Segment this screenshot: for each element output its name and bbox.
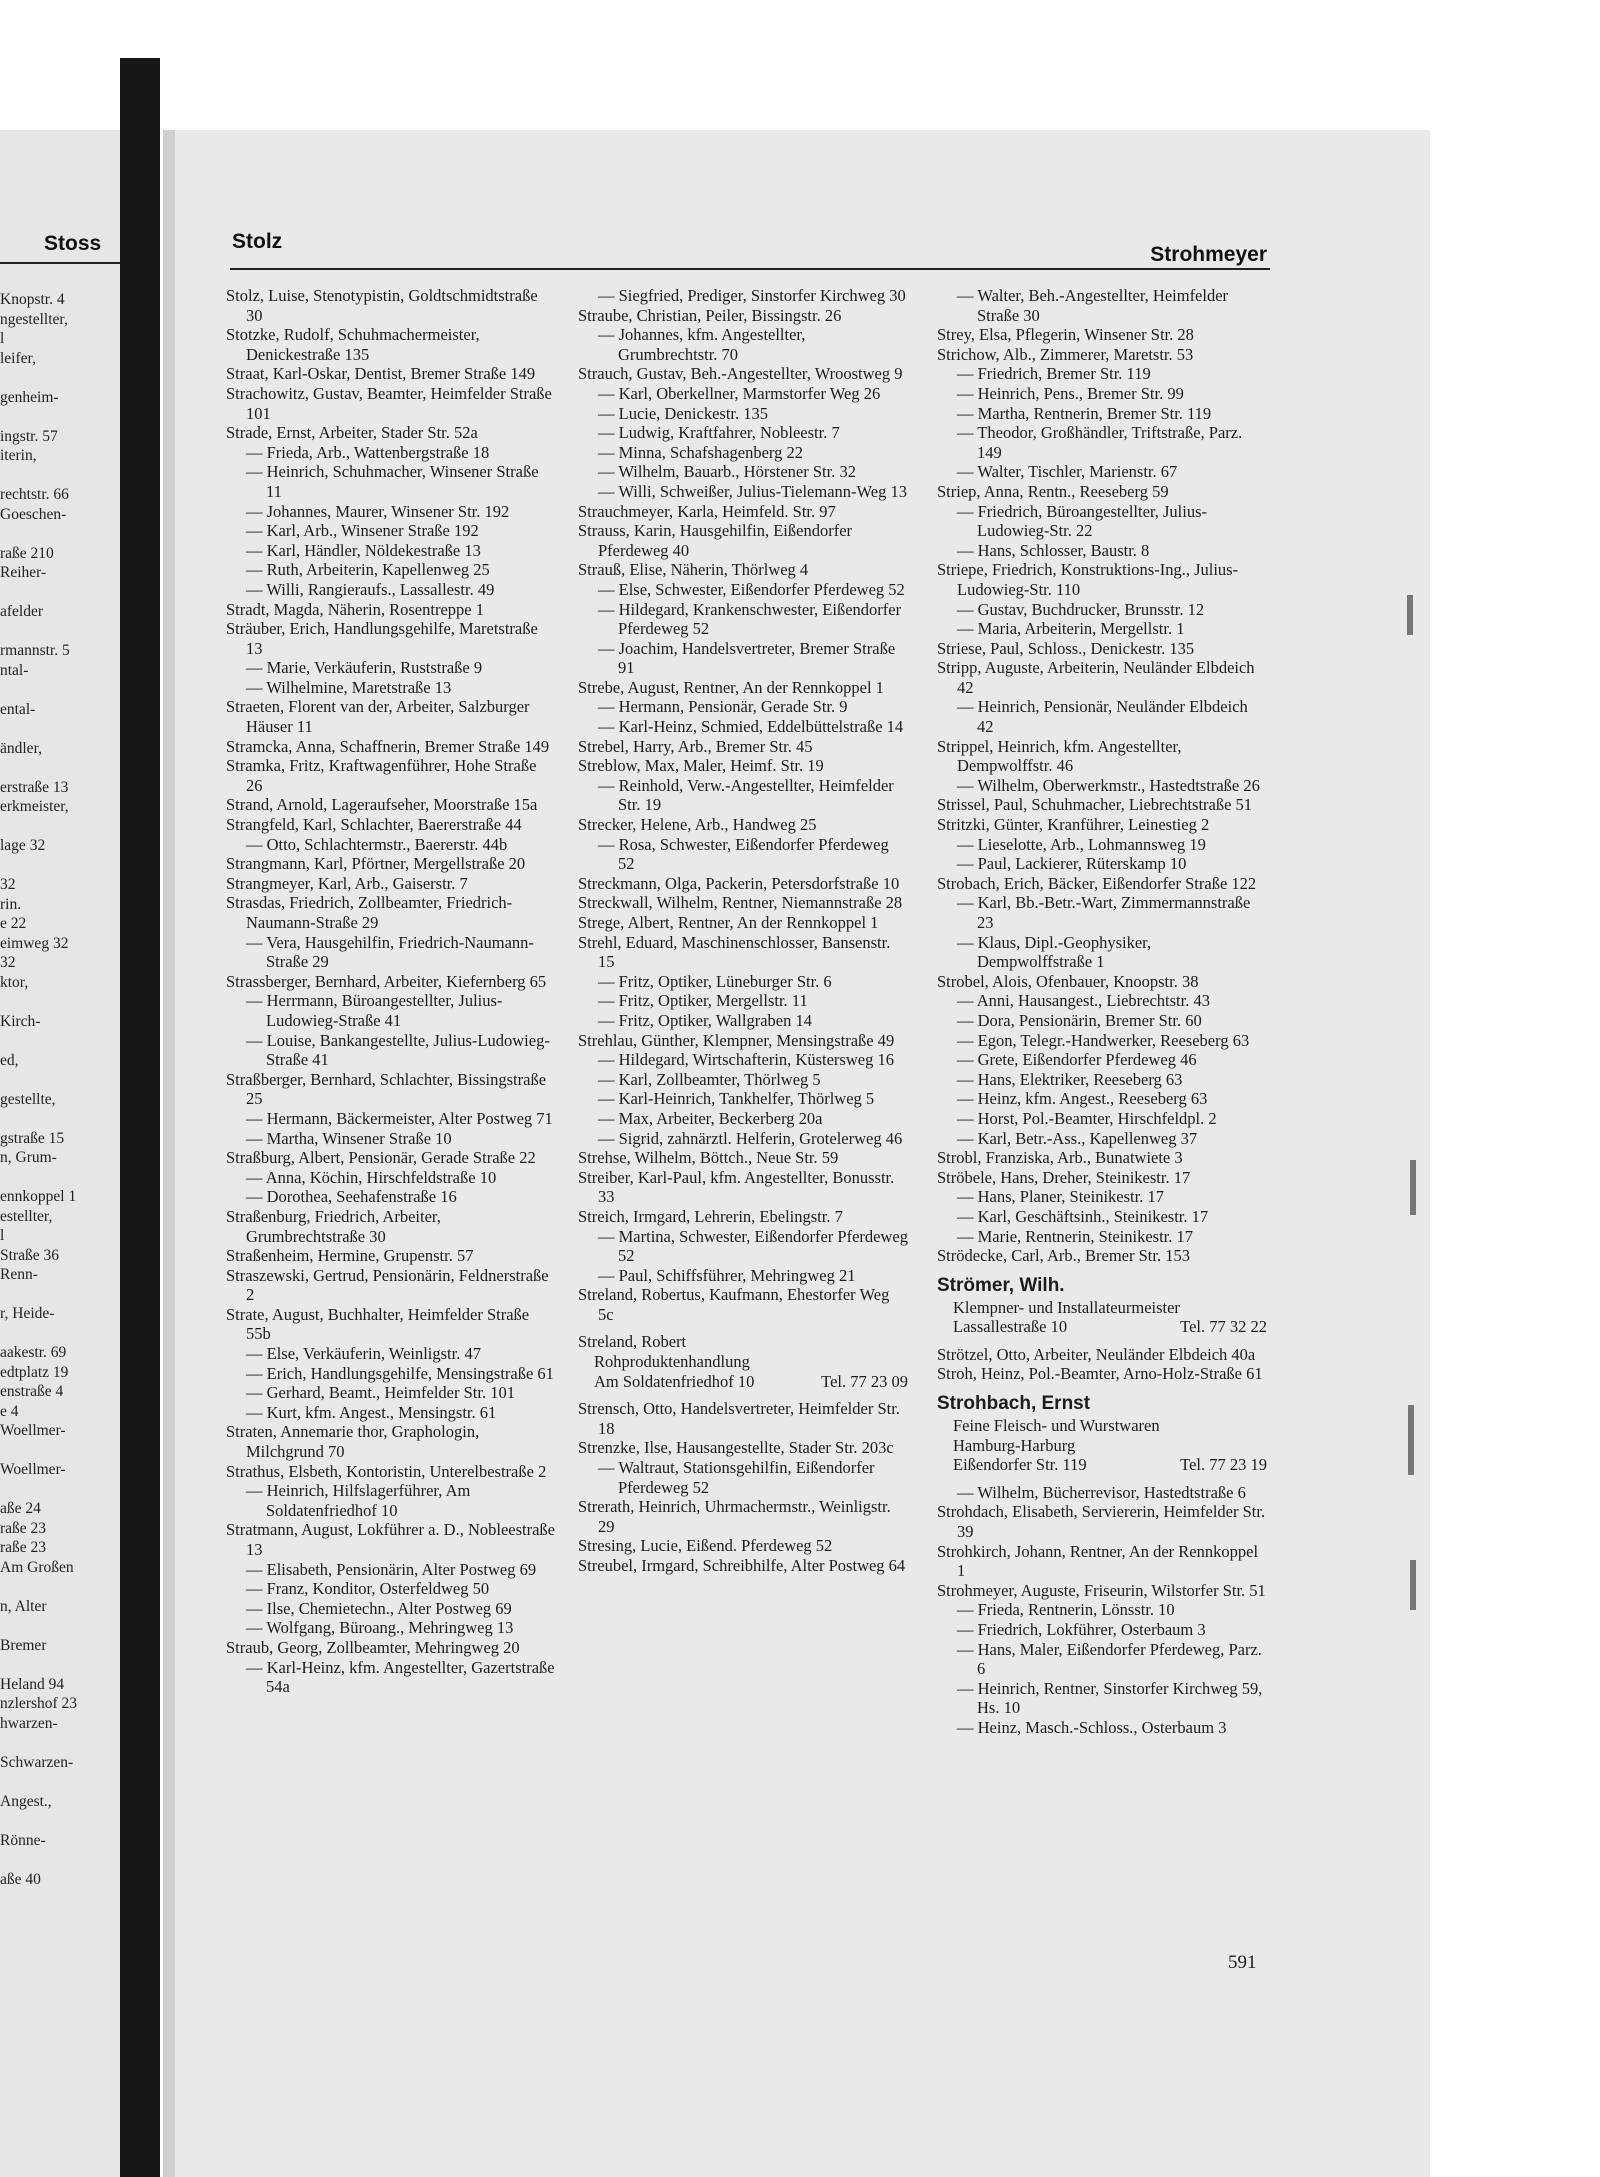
- directory-subentry: — Heinz, Masch.-Schloss., Osterbaum 3: [957, 1717, 1227, 1737]
- directory-entry: Strauss, Karin, Hausgehilfin, Eißendorfer Pferdeweg 40: [578, 521, 853, 560]
- directory-entry: Strassberger, Bernhard, Arbeiter, Kiefernberg 65: [226, 971, 547, 991]
- directory-subentry: — Erich, Handlungsgehilfe, Mensingstraße 61: [246, 1363, 554, 1383]
- directory-subentry: — Martina, Schwester, Eißendorfer Pferdeweg 52: [598, 1226, 908, 1266]
- directory-entry: Straub, Georg, Zollbeamter, Mehringweg 20: [226, 1637, 520, 1657]
- directory-subentry: — Maria, Arbeiterin, Mergellstr. 1: [957, 619, 1185, 639]
- header-rule: [230, 268, 1270, 270]
- directory-subentry: — Lieselotte, Arb., Lohmannsweg 19: [957, 834, 1206, 854]
- directory-entry: Stresing, Lucie, Eißend. Pferdeweg 52: [578, 1536, 833, 1556]
- business-telephone: Tel. 77 23 19: [1180, 1455, 1267, 1475]
- previous-page-line: e 22: [0, 915, 27, 932]
- previous-page-line: n, Alter: [0, 1597, 47, 1615]
- directory-subentry: — Reinhold, Verw.-Angestellter, Heimfelder Str. 19: [598, 775, 894, 815]
- previous-page-line: [0, 1811, 128, 1831]
- previous-page-line: ed,: [0, 1051, 19, 1069]
- directory-column-2: [578, 286, 908, 1576]
- directory-subentry: — Walter, Beh.-Angestellter, Heimfelder Straße 30: [957, 286, 1229, 325]
- directory-subentry: — Dora, Pensionärin, Bremer Str. 60: [957, 1010, 1202, 1030]
- previous-page-line: [0, 1772, 128, 1792]
- directory-subentry: — Grete, Eißendorfer Pferdeweg 46: [957, 1050, 1197, 1070]
- directory-subentry: — Friedrich, Lokführer, Osterbaum 3: [957, 1620, 1206, 1639]
- directory-entry: Strasdas, Friedrich, Zollbeamter, Friedrich-Naumann-Straße 29: [226, 893, 513, 932]
- directory-entry: Streiber, Karl-Paul, kfm. Angestellter, Bonusstr. 33: [578, 1167, 895, 1207]
- directory-entry: Strehse, Wilhelm, Böttch., Neue Str. 59: [578, 1148, 839, 1168]
- directory-subentry: — Fritz, Optiker, Wallgraben 14: [598, 1010, 812, 1030]
- directory-entry: Strachowitz, Gustav, Beamter, Heimfelder Straße 101: [226, 383, 552, 423]
- previous-page-line: 32: [0, 954, 16, 971]
- directory-entry: Strathus, Elsbeth, Kontoristin, Unterelbestraße 2: [226, 1461, 547, 1481]
- directory-entry: Streckwall, Wilhelm, Rentner, Niemannstraße 28: [578, 893, 903, 913]
- previous-page-line: [0, 817, 128, 837]
- previous-page-line: [0, 1577, 128, 1597]
- directory-entry: Stripp, Auguste, Arbeiterin, Neuländer Elbdeich 42: [937, 658, 1255, 697]
- directory-subentry: — Dorothea, Seehafenstraße 16: [246, 1187, 457, 1207]
- directory-subentry: — Wilhelm, Bücherrevisor, Hastedtstraße 6: [957, 1482, 1246, 1502]
- previous-page-line: Woellmer-: [0, 1461, 66, 1478]
- directory-subentry: — Klaus, Dipl.-Geophysiker, Dempwolffstraße 1: [957, 932, 1152, 972]
- directory-subentry: — Wilhelm, Oberwerkmstr., Hastedtstraße 26: [957, 775, 1260, 795]
- previous-page-line: [0, 524, 128, 544]
- previous-page-line: [0, 407, 128, 427]
- previous-page-line: enstraße 4: [0, 1383, 64, 1400]
- directory-subentry: — Johannes, Maurer, Winsener Str. 192: [246, 501, 510, 521]
- directory-entry: Stramka, Fritz, Kraftwagenführer, Hohe Straße 26: [226, 756, 537, 795]
- directory-entry: Straeten, Florent van der, Arbeiter, Salzburger Häuser 11: [226, 697, 530, 737]
- business-telephone: Tel. 77 32 22: [1180, 1317, 1267, 1337]
- previous-page-line: eimweg 32: [0, 934, 69, 952]
- previous-page-line: l: [0, 1227, 5, 1244]
- business-telephone: Tel. 77 23 09: [821, 1371, 908, 1391]
- directory-subentry: — Elisabeth, Pensionärin, Alter Postweg 69: [246, 1559, 537, 1579]
- directory-subentry: — Wilhelmine, Maretstraße 13: [246, 677, 452, 697]
- directory-subentry: — Franz, Konditor, Osterfeldweg 50: [246, 1579, 490, 1599]
- business-listing: [937, 1274, 1267, 1337]
- previous-page-line: lage 32: [0, 837, 46, 854]
- directory-subentry: — Herrmann, Büroangestellter, Julius-Ludowieg-Straße 41: [246, 991, 503, 1030]
- business-contact-row: [937, 1455, 1267, 1475]
- business-address: Am Soldatenfriedhof 10: [594, 1371, 755, 1391]
- directory-entry: Straat, Karl-Oskar, Dentist, Bremer Straße 149: [226, 364, 536, 384]
- directory-subentry: — Horst, Pol.-Beamter, Hirschfeldpl. 2: [957, 1108, 1217, 1128]
- directory-subentry: — Heinrich, Pensionär, Neuländer Elbdeich 42: [957, 697, 1248, 737]
- directory-subentry: — Max, Arbeiter, Beckerberg 20a: [598, 1108, 823, 1128]
- business-address: Lassallestraße 10: [953, 1317, 1068, 1337]
- directory-subentry: — Karl, Zollbeamter, Thörlweg 5: [598, 1069, 821, 1089]
- directory-entry: Streckmann, Olga, Packerin, Petersdorfstraße 10: [578, 873, 900, 893]
- directory-entry: Strohkirch, Johann, Rentner, An der Rennkoppel 1: [937, 1541, 1259, 1581]
- directory-entry: Streland, Robertus, Kaufmann, Ehestorfer Weg 5c: [578, 1285, 890, 1324]
- directory-entry: Stotzke, Rudolf, Schuhmachermeister, Denickestraße 135: [226, 325, 480, 364]
- directory-subentry: — Willi, Schweißer, Julius-Tielemann-Weg 13: [598, 481, 907, 501]
- business-description: Hamburg-Harburg: [953, 1435, 1076, 1455]
- directory-subentry: — Hermann, Bäckermeister, Alter Postweg 71: [246, 1108, 553, 1128]
- directory-subentry: — Else, Schwester, Eißendorfer Pferdeweg 52: [598, 579, 905, 599]
- previous-page-line: gstraße 15: [0, 1129, 65, 1147]
- directory-subentry: — Gustav, Buchdrucker, Brunsstr. 12: [957, 599, 1205, 619]
- directory-subentry: — Lucie, Denickestr. 135: [598, 403, 768, 423]
- directory-entry: Streich, Irmgard, Lehrerin, Ebelingstr. 7: [578, 1206, 843, 1226]
- page-header-right: Strohmeyer: [1150, 243, 1267, 266]
- directory-subentry: — Egon, Telegr.-Handwerker, Reeseberg 63: [957, 1030, 1250, 1050]
- directory-entry: Strecker, Helene, Arb., Handweg 25: [578, 815, 817, 835]
- previous-page-line: [0, 583, 128, 603]
- directory-subentry: — Wilhelm, Bauarb., Hörstener Str. 32: [598, 462, 856, 482]
- directory-subentry: — Hans, Elektriker, Reeseberg 63: [957, 1069, 1183, 1089]
- previous-page-line: [0, 1285, 128, 1305]
- directory-subentry: — Fritz, Optiker, Lüneburger Str. 6: [598, 971, 832, 991]
- directory-subentry: — Wolfgang, Büroang., Mehringweg 13: [246, 1618, 514, 1638]
- previous-page-line: [0, 1324, 128, 1344]
- directory-subentry: — Friedrich, Büroangestellter, Julius-Ludowieg-Str. 22: [957, 501, 1207, 541]
- page-number: 591: [1228, 1952, 1257, 1973]
- directory-subentry: — Frieda, Arb., Wattenbergstraße 18: [246, 442, 490, 462]
- directory-subentry: — Hans, Maler, Eißendorfer Pferdeweg, Parz. 6: [957, 1639, 1262, 1679]
- directory-entry: Streubel, Irmgard, Schreibhilfe, Alter Postweg 64: [578, 1556, 906, 1575]
- directory-entry: Strippel, Heinrich, kfm. Angestellter, Dempwolffstr. 46: [937, 736, 1182, 776]
- directory-entry: Straßenburg, Friedrich, Arbeiter, Grumbrechtstraße 30: [226, 1206, 441, 1246]
- business-name: Strömer, Wilh.: [937, 1274, 1065, 1296]
- directory-entry: Strohmeyer, Auguste, Friseurin, Wilstorfer Str. 51: [937, 1580, 1266, 1600]
- directory-entry: Strötzel, Otto, Arbeiter, Neuländer Elbdeich 40a: [937, 1344, 1256, 1364]
- directory-subentry: — Karl-Heinz, Schmied, Eddelbüttelstraße 14: [598, 717, 904, 737]
- directory-subentry: — Paul, Lackierer, Rüterskamp 10: [957, 854, 1187, 874]
- directory-subentry: — Heinrich, Pens., Bremer Str. 99: [957, 383, 1184, 403]
- previous-page-header: Stoss: [44, 232, 102, 255]
- directory-entry: Straube, Christian, Peiler, Bissingstr. 26: [578, 305, 842, 325]
- directory-subentry: — Friedrich, Bremer Str. 119: [957, 364, 1151, 384]
- directory-subentry: — Karl, Geschäftsinh., Steinikestr. 17: [957, 1206, 1209, 1226]
- directory-subentry: — Heinrich, Hilfslagerführer, Am Soldatenfriedhof 10: [246, 1481, 471, 1520]
- previous-page-line: [0, 680, 128, 700]
- business-name: Strohbach, Ernst: [937, 1393, 1091, 1415]
- business-listing: [578, 1332, 908, 1391]
- previous-page-line: Renn-: [0, 1266, 38, 1283]
- directory-subentry: — Ilse, Chemietechn., Alter Postweg 69: [246, 1598, 512, 1618]
- previous-page-line: gestellte,: [0, 1090, 56, 1108]
- previous-page-rule: [0, 262, 128, 264]
- directory-subentry: — Anna, Köchin, Hirschfeldstraße 10: [246, 1167, 497, 1187]
- business-listing: [937, 1392, 1267, 1475]
- directory-entry: Strehl, Eduard, Maschinenschlosser, Bansenstr. 15: [578, 932, 891, 972]
- directory-entry: Strissel, Paul, Schuhmacher, Liebrechtstraße 51: [937, 795, 1253, 815]
- directory-subentry: — Martha, Winsener Straße 10: [246, 1128, 452, 1148]
- previous-page-line: erkmeister,: [0, 798, 69, 815]
- directory-subentry: — Gerhard, Beamt., Heimfelder Str. 101: [246, 1383, 515, 1403]
- scan-margin-mark: [1410, 1560, 1416, 1610]
- directory-subentry: — Marie, Verkäuferin, Ruststraße 9: [246, 658, 483, 678]
- previous-page-line: Angest.,: [0, 1792, 52, 1810]
- directory-entry: Strödecke, Carl, Arb., Bremer Str. 153: [937, 1246, 1190, 1266]
- directory-entry: Striepe, Friedrich, Konstruktions-Ing., Julius-Ludowieg-Str. 110: [937, 560, 1239, 599]
- book-spine: [120, 58, 160, 2177]
- directory-entry: Strobel, Alois, Ofenbauer, Knoopstr. 38: [937, 971, 1199, 991]
- scan-margin-mark: [1410, 1160, 1416, 1215]
- directory-entry: Strate, August, Buchhalter, Heimfelder Straße 55b: [226, 1304, 530, 1344]
- previous-page-line: [0, 1168, 128, 1188]
- directory-subentry: — Hans, Planer, Steinikestr. 17: [957, 1187, 1164, 1207]
- directory-entry: Strenzke, Ilse, Hausangestellte, Stader Str. 203c: [578, 1438, 894, 1458]
- previous-page-line: erstraße 13: [0, 778, 69, 796]
- directory-entry: Straszewski, Gertrud, Pensionärin, Feldnerstraße 2: [226, 1265, 549, 1305]
- previous-page-line: ennkoppel 1: [0, 1188, 77, 1205]
- previous-page-line: e 4: [0, 1402, 19, 1420]
- scan-margin-mark: [1407, 595, 1413, 635]
- previous-page-line: [0, 1616, 128, 1636]
- previous-page-line: Heland 94: [0, 1675, 65, 1693]
- directory-subentry: — Heinz, kfm. Angest., Reeseberg 63: [957, 1089, 1208, 1109]
- business-address: Eißendorfer Str. 119: [953, 1455, 1087, 1475]
- directory-subentry: — Louise, Bankangestellte, Julius-Ludowieg-Straße 41: [246, 1030, 550, 1070]
- directory-entry: Stolz, Luise, Stenotypistin, Goldtschmidtstraße 30: [226, 286, 538, 325]
- directory-entry: Stratmann, August, Lokführer a. D., Nobleestraße 13: [226, 1520, 556, 1559]
- previous-page-line: n, Grum-: [0, 1149, 57, 1166]
- directory-subentry: — Hildegard, Wirtschafterin, Küstersweg 16: [598, 1050, 894, 1070]
- directory-subentry: — Karl, Arb., Winsener Straße 192: [246, 521, 479, 541]
- previous-page-line: l: [0, 330, 5, 347]
- directory-subentry: — Rosa, Schwester, Eißendorfer Pferdeweg 52: [598, 834, 889, 874]
- directory-subentry: — Walter, Tischler, Marienstr. 67: [957, 462, 1178, 482]
- business-name: Streland, Robert: [578, 1332, 687, 1352]
- previous-page-line: raße 23: [0, 1539, 47, 1556]
- business-contact-row: [578, 1372, 908, 1392]
- page-header-left: Stolz: [232, 230, 283, 253]
- directory-entry: Strangmeyer, Karl, Arb., Gaiserstr. 7: [226, 873, 468, 893]
- directory-entry: Strebel, Harry, Arb., Bremer Str. 45: [578, 736, 813, 756]
- directory-entry: Strauchmeyer, Karla, Heimfeld. Str. 97: [578, 501, 836, 521]
- directory-subentry: — Karl, Oberkellner, Marmstorfer Weg 26: [598, 383, 881, 403]
- previous-page-line: [0, 992, 128, 1012]
- directory-entry: Straßberger, Bernhard, Schlachter, Bissingstraße 25: [226, 1069, 547, 1109]
- directory-subentry: — Joachim, Handelsvertreter, Bremer Straße 91: [598, 638, 896, 678]
- directory-subentry: — Ruth, Arbeiterin, Kapellenweg 25: [246, 560, 490, 580]
- previous-page-line: leifer,: [0, 349, 36, 367]
- previous-page-line: nzlershof 23: [0, 1695, 78, 1712]
- directory-entry: Ströbele, Hans, Dreher, Steinikestr. 17: [937, 1167, 1191, 1187]
- directory-subentry: — Karl, Betr.-Ass., Kapellenweg 37: [957, 1128, 1198, 1148]
- directory-entry: Strauch, Gustav, Beh.-Angestellter, Wroostweg 9: [578, 364, 903, 384]
- directory-entry: Strichow, Alb., Zimmerer, Maretstr. 53: [937, 344, 1194, 364]
- previous-page-line: Reiher-: [0, 564, 47, 581]
- directory-subentry: — Else, Verkäuferin, Weinligstr. 47: [246, 1344, 481, 1364]
- previous-page-line: Knopstr. 4: [0, 291, 65, 308]
- directory-subentry: — Hildegard, Krankenschwester, Eißendorfer Pferdeweg 52: [598, 599, 902, 639]
- directory-entry: Stroh, Heinz, Pol.-Beamter, Arno-Holz-Straße 61: [937, 1364, 1263, 1384]
- previous-page-line: [0, 1070, 128, 1090]
- directory-subentry: — Karl, Bb.-Betr.-Wart, Zimmermannstraße 23: [957, 893, 1251, 932]
- directory-subentry: — Vera, Hausgehilfin, Friedrich-Naumann-Straße 29: [246, 932, 534, 972]
- previous-page-line: rechtstr. 66: [0, 486, 69, 503]
- directory-entry: Striep, Anna, Rentn., Reeseberg 59: [937, 481, 1169, 501]
- directory-entry: Strauß, Elise, Näherin, Thörlweg 4: [578, 560, 809, 580]
- directory-column-1: [226, 286, 556, 1697]
- directory-entry: Straßburg, Albert, Pensionär, Gerade Straße 22: [226, 1148, 536, 1168]
- directory-entry: Straten, Annemarie thor, Graphologin, Milchgrund 70: [226, 1422, 480, 1462]
- previous-page-line: rmannstr. 5: [0, 642, 70, 659]
- directory-subentry: — Heinrich, Schuhmacher, Winsener Straße 11: [246, 462, 539, 501]
- directory-subentry: — Anni, Hausangest., Liebrechtstr. 43: [957, 991, 1210, 1011]
- directory-subentry: — Ludwig, Kraftfahrer, Nobleestr. 7: [598, 423, 840, 443]
- directory-entry: Strebe, August, Rentner, An der Rennkoppel 1: [578, 677, 884, 697]
- previous-page-line: Am Großen: [0, 1558, 74, 1576]
- directory-subentry: — Karl-Heinz, kfm. Angestellter, Gazertstraße 54a: [246, 1657, 555, 1697]
- business-description: Rohproduktenhandlung: [594, 1352, 750, 1372]
- directory-subentry: — Kurt, kfm. Angest., Mensingstr. 61: [246, 1402, 497, 1422]
- previous-page-line: Rönne-: [0, 1831, 46, 1849]
- directory-entry: Strobl, Franziska, Arb., Bunatwiete 3: [937, 1148, 1183, 1168]
- scan-margin-mark: [1408, 1405, 1414, 1475]
- previous-page-line: ändler,: [0, 739, 42, 757]
- directory-entry: Stramcka, Anna, Schaffnerin, Bremer Straße 149: [226, 736, 550, 756]
- directory-subentry: — Fritz, Optiker, Mergellstr. 11: [598, 991, 808, 1011]
- previous-page: [0, 130, 128, 2177]
- directory-column-3: [937, 286, 1267, 1738]
- directory-subentry: — Frieda, Rentnerin, Lönsstr. 10: [957, 1600, 1175, 1620]
- directory-entry: Strade, Ernst, Arbeiter, Stader Str. 52a: [226, 423, 478, 443]
- previous-page-line: 32: [0, 876, 16, 893]
- directory-entry: Sträuber, Erich, Handlungsgehilfe, Maretstraße 13: [226, 619, 538, 658]
- directory-subentry: — Johannes, kfm. Angestellter, Grumbrechtstr. 70: [598, 325, 806, 364]
- previous-page-line: Goeschen-: [0, 505, 67, 523]
- directory-entry: Straßenheim, Hermine, Grupenstr. 57: [226, 1246, 474, 1266]
- previous-page-line: aakestr. 69: [0, 1344, 67, 1361]
- directory-entry: Strege, Albert, Rentner, An der Rennkoppel 1: [578, 913, 879, 932]
- directory-subentry: — Theodor, Großhändler, Triftstraße, Parz. 149: [957, 423, 1243, 462]
- previous-page-line: Schwarzen-: [0, 1753, 74, 1771]
- page-gutter: [163, 130, 175, 2177]
- previous-page-line: [0, 719, 128, 739]
- previous-page-line: r, Heide-: [0, 1305, 55, 1322]
- business-contact-row: [937, 1317, 1267, 1337]
- directory-subentry: — Martha, Rentnerin, Bremer Str. 119: [957, 403, 1212, 423]
- directory-entry: Stradt, Magda, Näherin, Rosentreppe 1: [226, 599, 484, 619]
- directory-subentry: — Siegfried, Prediger, Sinstorfer Kirchweg 30: [598, 286, 906, 305]
- directory-entry: Strangfeld, Karl, Schlachter, Baererstraße 44: [226, 815, 522, 835]
- previous-page-line: Straße 36: [0, 1246, 59, 1264]
- previous-page-line: [0, 1733, 128, 1753]
- previous-page-line: Kirch-: [0, 1012, 41, 1030]
- previous-page-line: Bremer: [0, 1636, 47, 1654]
- directory-entry: Strangmann, Karl, Pförtner, Mergellstraße 20: [226, 854, 526, 874]
- previous-page-line: [0, 856, 128, 876]
- previous-page-line: [0, 758, 128, 778]
- previous-page-line: [0, 1655, 128, 1675]
- directory-entry: Strobach, Erich, Bäcker, Eißendorfer Straße 122: [937, 873, 1257, 893]
- previous-page-line: aße 24: [0, 1500, 41, 1517]
- directory-subentry: — Paul, Schiffsführer, Mehringweg 21: [598, 1265, 856, 1285]
- directory-entry: Strerath, Heinrich, Uhrmachermstr., Weinligstr. 29: [578, 1497, 891, 1536]
- previous-page-line: [0, 1031, 128, 1051]
- previous-page-line: [0, 622, 128, 642]
- previous-page-line: [0, 1480, 128, 1500]
- directory-entry: Striese, Paul, Schloss., Denickestr. 135: [937, 638, 1195, 658]
- business-description: Klempner- und Installateurmeister: [953, 1297, 1180, 1317]
- previous-page-line: estellter,: [0, 1207, 53, 1225]
- previous-page-line: Woellmer-: [0, 1422, 66, 1439]
- previous-page-line: ktor,: [0, 973, 29, 991]
- previous-page-lines: [0, 290, 128, 1889]
- previous-page-line: raße 23: [0, 1519, 47, 1537]
- previous-page-line: [0, 1441, 128, 1461]
- directory-subentry: — Willi, Rangieraufs., Lassallestr. 49: [246, 579, 495, 599]
- previous-page-line: [0, 368, 128, 388]
- previous-page-line: aße 40: [0, 1870, 41, 1888]
- business-description: Feine Fleisch- und Wurstwaren: [953, 1416, 1160, 1436]
- previous-page-line: [0, 466, 128, 486]
- directory-entry: Stritzki, Günter, Kranführer, Leinestieg 2: [937, 815, 1210, 835]
- directory-entry: Streblow, Max, Maler, Heimf. Str. 19: [578, 756, 824, 776]
- directory-entry: Strehlau, Günther, Klempner, Mensingstraße 49: [578, 1030, 895, 1050]
- directory-entry: Strand, Arnold, Lageraufseher, Moorstraße 15a: [226, 795, 538, 815]
- previous-page-line: rin.: [0, 895, 22, 913]
- directory-subentry: — Minna, Schafshagenberg 22: [598, 442, 803, 462]
- directory-entry: Strensch, Otto, Handelsvertreter, Heimfelder Str. 18: [578, 1399, 900, 1438]
- previous-page-line: ingstr. 57: [0, 427, 58, 445]
- previous-page-line: hwarzen-: [0, 1714, 58, 1732]
- previous-page-line: afelder: [0, 603, 44, 620]
- previous-page-line: iterin,: [0, 447, 37, 464]
- previous-page-line: genheim-: [0, 388, 59, 406]
- directory-subentry: — Hermann, Pensionär, Gerade Str. 9: [598, 697, 848, 717]
- directory-subentry: — Hans, Schlosser, Baustr. 8: [957, 540, 1150, 560]
- directory-subentry: — Waltraut, Stationsgehilfin, Eißendorfer Pferdeweg 52: [598, 1458, 875, 1497]
- previous-page-line: [0, 1109, 128, 1129]
- directory-subentry: — Marie, Rentnerin, Steinikestr. 17: [957, 1226, 1194, 1246]
- directory-subentry: — Karl-Heinrich, Tankhelfer, Thörlweg 5: [598, 1089, 875, 1109]
- previous-page-line: [0, 1850, 128, 1870]
- directory-subentry: — Heinrich, Rentner, Sinstorfer Kirchweg 59, Hs. 10: [957, 1678, 1263, 1718]
- previous-page-line: ngestellter,: [0, 310, 68, 328]
- previous-page-line: edtplatz 19: [0, 1363, 69, 1381]
- directory-subentry: — Sigrid, zahnärztl. Helferin, Grotelerweg 46: [598, 1128, 903, 1148]
- previous-page-line: raße 210: [0, 544, 54, 562]
- previous-page-line: ntal-: [0, 661, 29, 679]
- previous-page-line: ental-: [0, 700, 36, 718]
- directory-entry: Strohdach, Elisabeth, Serviererin, Heimfelder Str. 39: [937, 1502, 1266, 1542]
- directory-subentry: — Otto, Schlachtermstr., Baererstr. 44b: [246, 834, 508, 854]
- directory-entry: Strey, Elsa, Pflegerin, Winsener Str. 28: [937, 325, 1194, 345]
- directory-subentry: — Karl, Händler, Nöldekestraße 13: [246, 540, 481, 560]
